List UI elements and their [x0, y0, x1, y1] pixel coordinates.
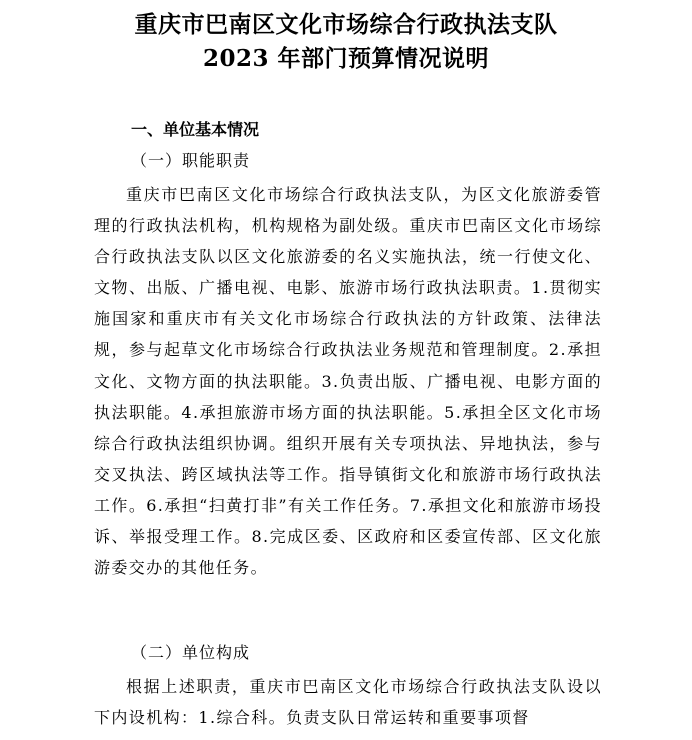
document-title-line-1: 重庆市巴南区文化市场综合行政执法支队 [134, 11, 558, 38]
paragraph-functions: 重庆市巴南区文化市场综合行政执法支队，为区文化旅游委管理的行政执法机构，机构规格为副处级。重庆市巴南区文化市场综合行政执法支队以区文化旅游委的名义实施执法，统一行使文化、文物、出版、广播电视、电影、旅游市场行政执法职责。1.贯彻实施国家和重庆市有关文化市场综合行政执法的方针政策、法律法规，参与起草文化市场综合行政执法业务规范和管理制度。2.承担文化、文物方面的执法职能。3.负责出版、广播电视、电影方面的执法职能。4.承担旅游市场方面的执法职能。5.承担全区文化市场综合行政执法组织协调。组织开展有关专项执法、异地执法，参与交叉执法、跨区域执法等工作。指导镇街文化和旅游市场行政执法工作。6.承担“扫黄打非”有关工作任务。7.承担文化和旅游市场投诉、举报受理工作。8.完成区委、区政府和区委宣传部、区文化旅游委交办的其他任务。 [94, 185, 602, 578]
subsection-heading-composition: （二）单位构成 [131, 643, 251, 662]
section-heading-basic-info: 一、单位基本情况 [131, 120, 260, 139]
paragraph-composition: 根据上述职责，重庆市巴南区文化市场综合行政执法支队设以下内设机构：1.综合科。负责支队日常运转和重要事项督 [94, 677, 602, 728]
document-title-line-2: 2023 年部门预算情况说明 [202, 45, 490, 72]
subsection-heading-functions: （一）职能职责 [131, 151, 251, 170]
